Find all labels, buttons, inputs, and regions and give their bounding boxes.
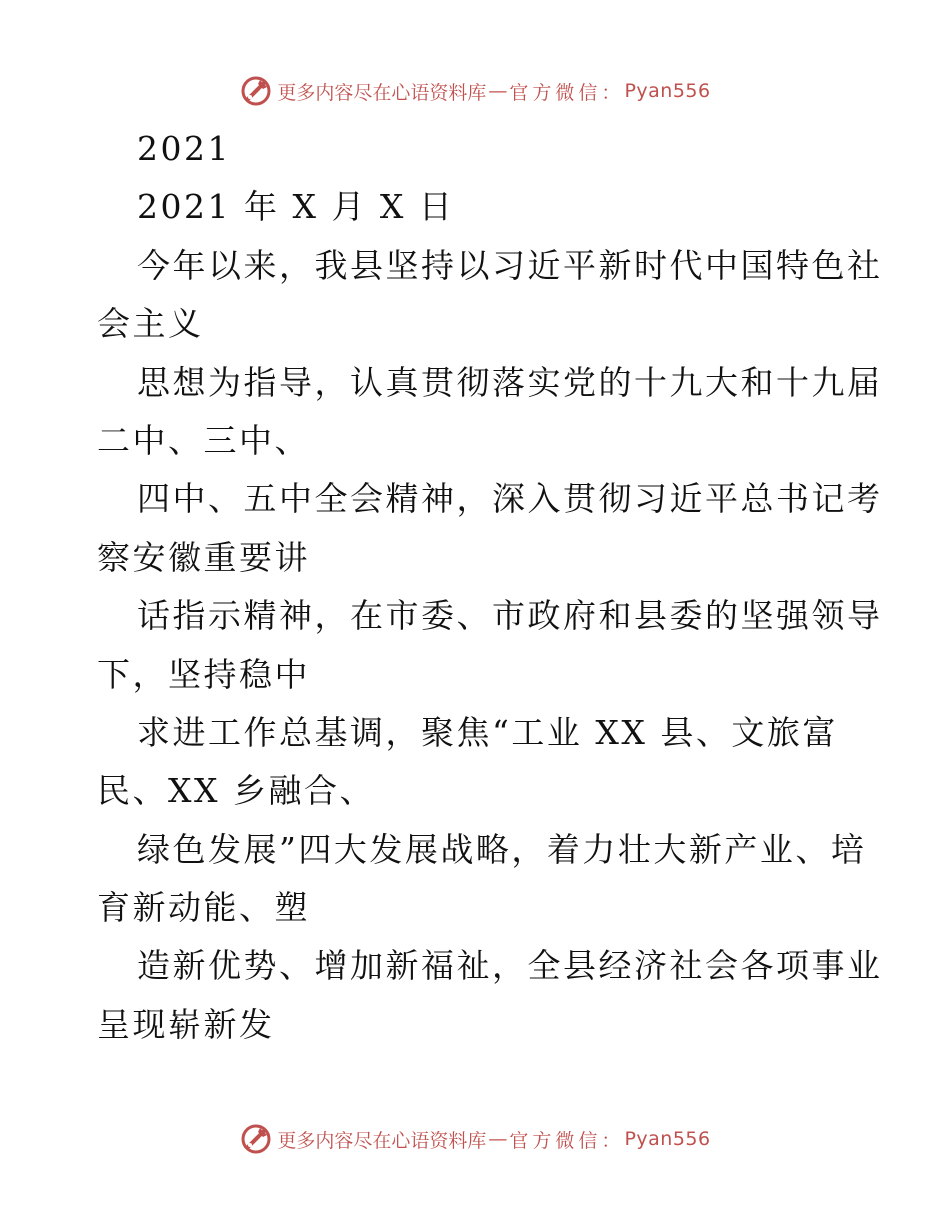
document-line: 四中、五中全会精神，深入贯彻习近平总书记考: [137, 479, 883, 519]
document-line: 2021 年 X 月 X 日: [137, 187, 455, 227]
document-line: 思想为指导，认真贯彻落实党的十九大和十九届: [137, 362, 883, 402]
watermark-separator: —: [488, 1128, 508, 1150]
document-line: 绿色发展”四大发展战略，着力壮大新产业、培: [137, 829, 867, 869]
document-line: 下，坚持稳中: [97, 654, 310, 694]
watermark-text: 更多内容尽在心语资料库: [277, 81, 487, 104]
document-body: [97, 120, 883, 1054]
pen-circle-logo-icon: [239, 74, 273, 108]
watermark-text: 更多内容尽在心语资料库: [277, 1129, 487, 1152]
document-line: 今年以来，我县坚持以习近平新时代中国特色社: [137, 245, 883, 285]
watermark-separator: —: [488, 80, 508, 102]
document-line: 民、XX 乡融合、: [97, 771, 375, 811]
pen-circle-logo-icon: [239, 1122, 273, 1156]
watermark-label: 官方微信：: [509, 1129, 625, 1152]
document-line: 呈现崭新发: [97, 1004, 275, 1044]
document-line: 话指示精神，在市委、市政府和县委的坚强领导: [137, 596, 883, 636]
document-line: 2021: [137, 129, 231, 168]
document-line: 育新动能、塑: [97, 888, 310, 928]
document-line: 造新优势、增加新福祉，全县经济社会各项事业: [137, 946, 883, 986]
document-line: 二中、三中、: [97, 420, 310, 460]
watermark-account: Pyan556: [624, 1128, 711, 1150]
document-line: 察安徽重要讲: [97, 537, 310, 577]
watermark-account: Pyan556: [624, 80, 711, 102]
document-line: 会主义: [97, 304, 204, 344]
watermark-footer: [0, 1122, 950, 1156]
watermark-label: 官方微信：: [509, 81, 625, 104]
watermark-header: [0, 74, 950, 108]
document-line: 求进工作总基调，聚焦“工业 XX 县、文旅富: [137, 712, 838, 752]
